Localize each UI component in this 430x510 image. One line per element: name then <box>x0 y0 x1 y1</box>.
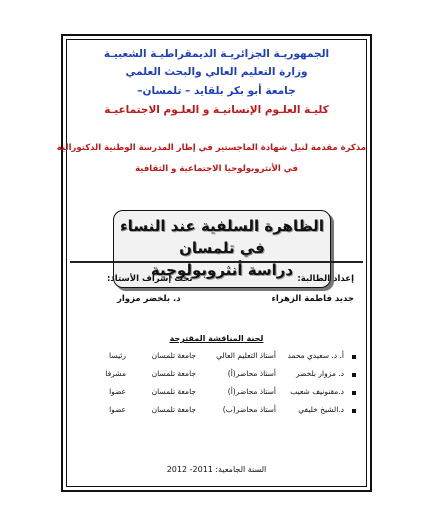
committee-heading: لجنة المناقشة المقترحة <box>169 334 264 343</box>
committee-row <box>77 351 356 363</box>
member-university: جامعة تلمسان <box>151 369 196 378</box>
thesis-intro-line-1: مذكرة مقدمة لنيل شهادة الماجستير في إطار المدرسة الوطنية الدكتورالية <box>56 143 366 153</box>
member-role: عضوا <box>109 405 126 414</box>
title-line-1: الظاهرة السلفية عند النساء <box>120 217 324 235</box>
document-frame <box>56 34 372 492</box>
member-university: جامعة تلمسان <box>151 387 196 396</box>
section-divider <box>70 261 363 263</box>
member-name: د.مقنونيف شعيب <box>290 387 344 396</box>
bullet-icon <box>352 409 356 413</box>
bullet-icon <box>352 373 356 377</box>
student-label: إعداد الطالبة: <box>297 274 354 284</box>
committee-row <box>77 387 356 399</box>
member-rank: أستاذ محاضر(ب) <box>222 405 276 414</box>
title-line-3: دراسة أنثروبولوجية <box>150 261 294 279</box>
university-heading: جامعة أبو بكر بلقايد – تلمسان– <box>137 85 296 97</box>
supervisor-name: د. بلخضر مزوار <box>117 294 181 304</box>
member-name: د.الشيخ خليفي <box>298 405 344 414</box>
faculty-heading: كليـة العلـوم الإنسانيـة و العلـوم الاجتماعيـة <box>104 104 329 116</box>
ministry-heading: وزارة التعليم العالي والبحث العلمي <box>125 66 308 78</box>
member-role: رئيسا <box>109 351 126 360</box>
thesis-intro-line-2: في الأنثروبولوجيا الاجتماعية و الثقافية <box>135 164 298 174</box>
title-line-2: في تلمسان <box>179 239 265 257</box>
member-role: مشرفا <box>105 369 126 378</box>
member-university: جامعة تلمسان <box>151 405 196 414</box>
committee-row <box>77 369 356 381</box>
document-inner-frame <box>56 39 367 487</box>
supervisor-label: تحت إشراف الأستاذ: <box>107 274 193 284</box>
member-rank: أستاذ محاضر(أ) <box>227 369 276 378</box>
member-role: عضوا <box>109 387 126 396</box>
member-name: د. مزوار بلخضر <box>295 369 344 378</box>
bullet-icon <box>352 391 356 395</box>
student-name: جديد فاطمة الزهراء <box>271 294 354 304</box>
member-rank: أستاذ محاضر(أ) <box>227 387 276 396</box>
bullet-icon <box>352 355 356 359</box>
academic-year: السنة الجامعية: 2011- 2012 <box>166 465 267 474</box>
member-rank: أستاذ التعليم العالي <box>216 351 276 360</box>
member-university: جامعة تلمسان <box>151 351 196 360</box>
republic-heading: الجمهوريـة الجزائريـة الديمقراطيـة الشعبيـة <box>103 48 330 60</box>
member-name: أ. د. سعيدي محمد <box>287 351 344 360</box>
committee-row <box>77 405 356 417</box>
